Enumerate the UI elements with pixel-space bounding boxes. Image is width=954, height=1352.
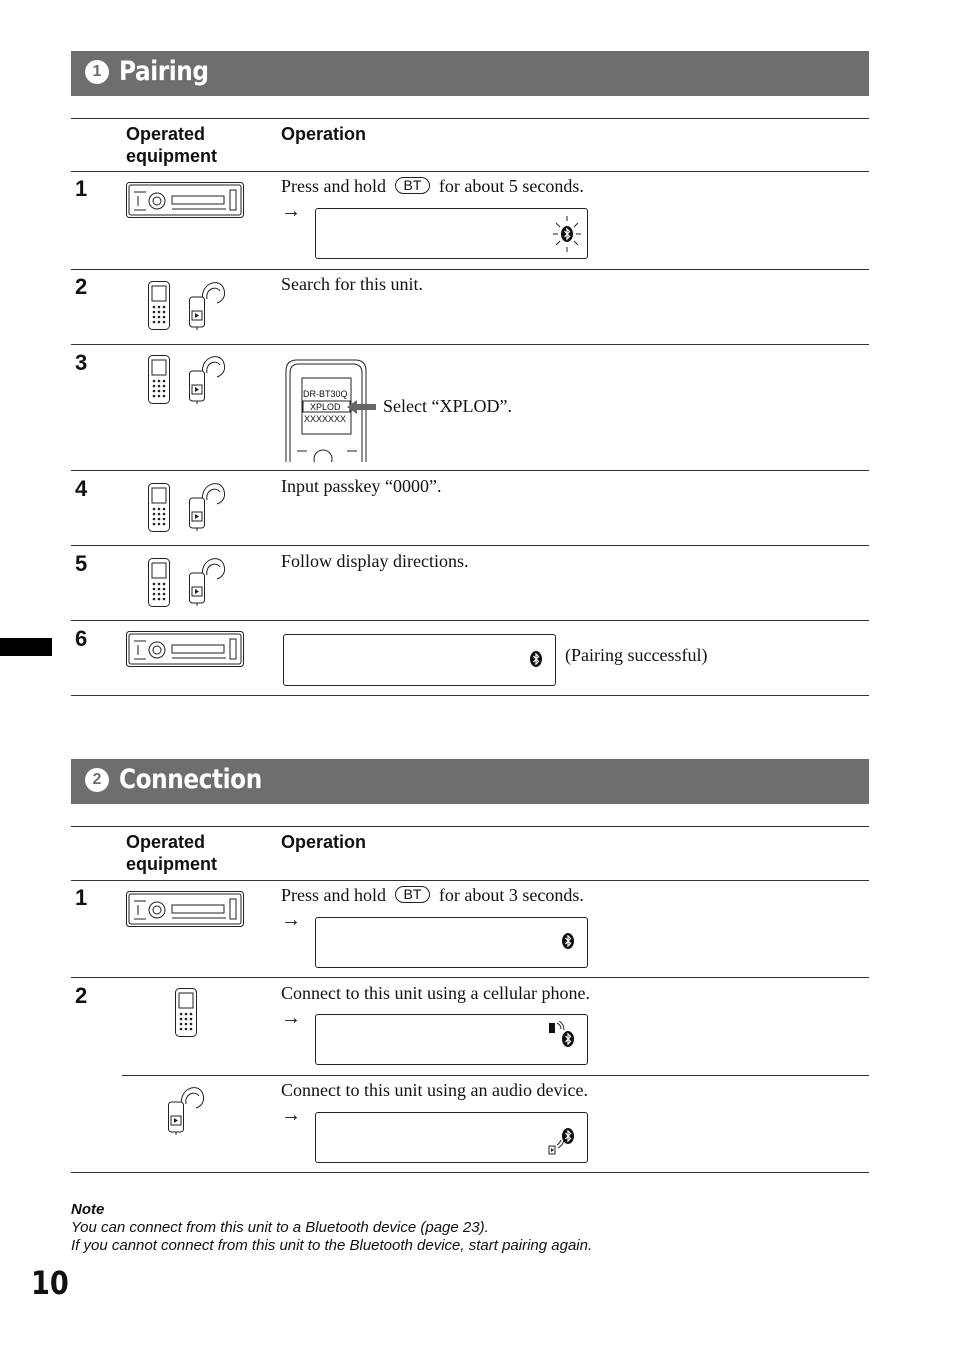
display-panel bbox=[315, 917, 588, 968]
display-panel bbox=[315, 1112, 588, 1163]
audio-device-icon bbox=[189, 279, 229, 333]
step-number: 1 bbox=[75, 885, 88, 910]
table-rule bbox=[71, 118, 869, 119]
audio-device-icon bbox=[189, 555, 229, 609]
step-number: 1 bbox=[75, 176, 88, 201]
phone-list-item: DR-BT30Q bbox=[303, 389, 348, 399]
step-number: 2 bbox=[75, 983, 88, 1008]
step-number: 6 bbox=[75, 626, 88, 651]
arrow-icon: → bbox=[281, 1104, 301, 1126]
table-rule bbox=[71, 171, 869, 172]
column-header-operation: Operation bbox=[281, 832, 367, 852]
table-rule bbox=[71, 269, 869, 270]
section-number-badge: 2 bbox=[85, 768, 109, 792]
cellular-phone-icon bbox=[175, 988, 199, 1038]
note-line: If you cannot connect from this unit to the Bluetooth device, start pairing again. bbox=[71, 1237, 593, 1254]
display-panel bbox=[315, 208, 588, 259]
car-stereo-icon bbox=[126, 182, 246, 220]
step-number: 5 bbox=[75, 551, 88, 576]
step-text: Input passkey “0000”. bbox=[281, 476, 442, 496]
table-rule bbox=[71, 977, 869, 978]
audio-connected-bluetooth-icon bbox=[548, 1126, 578, 1156]
step-text: (Pairing successful) bbox=[565, 645, 708, 665]
bluetooth-icon bbox=[530, 651, 544, 669]
table-rule bbox=[71, 1172, 869, 1173]
display-panel bbox=[283, 634, 556, 686]
audio-device-icon bbox=[168, 1084, 208, 1138]
table-rule bbox=[71, 545, 869, 546]
step-number: 3 bbox=[75, 350, 88, 375]
step-number: 4 bbox=[75, 476, 88, 501]
table-rule bbox=[71, 880, 869, 881]
table-rule bbox=[71, 620, 869, 621]
bt-button-icon: BT bbox=[395, 177, 431, 194]
section-number-badge: 1 bbox=[85, 60, 109, 84]
bt-button-icon: BT bbox=[395, 886, 431, 903]
arrow-icon: → bbox=[281, 1007, 301, 1029]
audio-device-icon bbox=[189, 480, 229, 534]
step-text: Connect to this unit using a cellular phone. bbox=[281, 983, 590, 1003]
section-title: Connection bbox=[119, 764, 262, 795]
side-tab-marker bbox=[0, 638, 52, 656]
step-text: Press and hold BT for about 3 seconds. bbox=[281, 885, 584, 905]
step-text: Connect to this unit using an audio device. bbox=[281, 1080, 588, 1100]
section-title: Pairing bbox=[119, 56, 209, 87]
step-text: Search for this unit. bbox=[281, 274, 423, 294]
step-number: 2 bbox=[75, 274, 88, 299]
phone-list-item: XXXXXXX bbox=[304, 414, 347, 424]
cellular-phone-icon bbox=[148, 355, 172, 405]
column-header-equipment: Operated equipment bbox=[126, 124, 218, 166]
bluetooth-blinking-icon bbox=[550, 215, 584, 253]
car-stereo-icon bbox=[126, 891, 246, 929]
step-text: Select “XPLOD”. bbox=[383, 396, 512, 416]
table-rule bbox=[71, 344, 869, 345]
pointer-arrow-icon bbox=[345, 399, 377, 415]
column-header-operation: Operation bbox=[281, 124, 367, 144]
table-rule bbox=[71, 826, 869, 827]
note-line: You can connect from this unit to a Bluetooth device (page 23). bbox=[71, 1219, 489, 1236]
phone-list-item-selected: XPLOD bbox=[310, 402, 341, 412]
table-rule bbox=[122, 1075, 869, 1076]
table-rule bbox=[71, 695, 869, 696]
cellular-phone-icon bbox=[148, 483, 172, 533]
arrow-icon: → bbox=[281, 909, 301, 931]
arrow-icon: → bbox=[281, 200, 301, 222]
car-stereo-icon bbox=[126, 631, 246, 669]
phone-connected-bluetooth-icon bbox=[548, 1021, 578, 1049]
pairing-section-header bbox=[71, 51, 869, 96]
step-text: Press and hold BT for about 5 seconds. bbox=[281, 176, 584, 196]
bluetooth-icon bbox=[562, 933, 576, 951]
table-rule bbox=[71, 470, 869, 471]
display-panel bbox=[315, 1014, 588, 1065]
column-header-equipment: Operated equipment bbox=[126, 832, 218, 874]
note-title: Note bbox=[71, 1201, 105, 1218]
connection-section-header bbox=[71, 759, 869, 804]
cellular-phone-icon bbox=[148, 558, 172, 608]
page-number: 10 bbox=[31, 1264, 69, 1302]
step-text: Follow display directions. bbox=[281, 551, 469, 571]
audio-device-icon bbox=[189, 353, 229, 407]
cellular-phone-icon bbox=[148, 281, 172, 331]
